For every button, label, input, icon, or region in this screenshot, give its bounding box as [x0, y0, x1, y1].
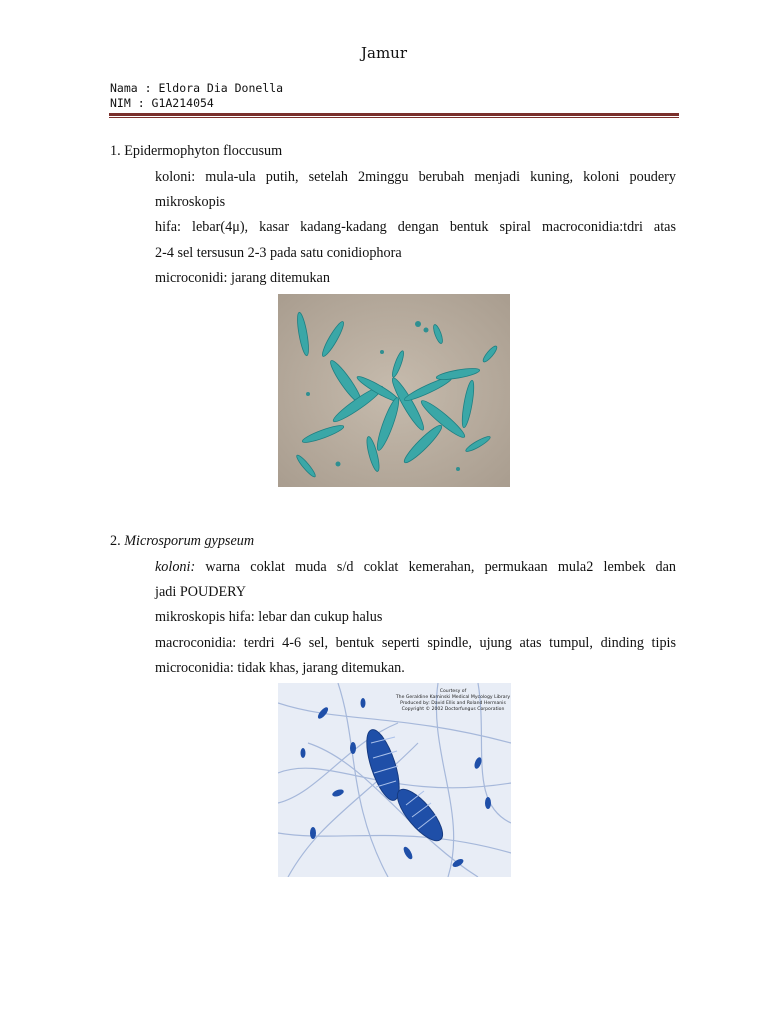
student-nim: NIM : G1A214054 — [110, 96, 214, 110]
student-name: Nama : Eldora Dia Donella — [110, 81, 284, 95]
credit-line-1: Courtesy of — [439, 689, 467, 694]
section-2-line-3: mikroskopis hifa: lebar dan cukup halus — [155, 609, 383, 625]
section-1-line-2: mikroskopis — [155, 194, 226, 210]
section-1-title: Epidermophyton floccusum — [124, 143, 283, 159]
section-1-line-4: 2-4 sel tersusun 2-3 pada satu conidiophora — [155, 245, 402, 261]
section-1-line-3: hifa: lebar(4μ), kasar kadang-kadang dengan bentuk spiral macroconidia:tdri atas — [155, 219, 676, 235]
section-2-line-4: macroconidia: terdri 4-6 sel, bentuk seperti spindle, ujung atas tumpul, dinding tipis — [155, 635, 676, 651]
header-divider-thin — [109, 117, 679, 118]
section-2-line-1 — [155, 558, 676, 576]
section-2-koloni-text: warna coklat muda s/d coklat kemerahan, permukaan mula2 lembek dan — [195, 559, 676, 575]
section-2-number: 2. — [110, 533, 121, 549]
header-divider — [109, 113, 679, 116]
section-2-heading — [110, 533, 254, 550]
credit-line-2: The Geraldine Kaminski Medical Mycology Library — [395, 695, 511, 700]
microsporum-micrograph — [278, 683, 511, 877]
section-1-number: 1. — [110, 143, 121, 159]
section-2-line-2: jadi POUDERY — [155, 584, 247, 600]
section-1-heading — [110, 143, 282, 160]
section-2-koloni-label: koloni: — [155, 559, 196, 575]
section-1-line-1: koloni: mula-ula putih, setelah 2minggu berubah menjadi kuning, koloni poudery — [155, 169, 676, 185]
section-2-title: Microsporum gypseum — [124, 533, 255, 549]
epidermophyton-micrograph — [278, 294, 510, 487]
section-1-line-5: microconidi: jarang ditemukan — [155, 270, 330, 286]
document-title: Jamur — [360, 44, 407, 62]
credit-line-3: Produced by: David Ellis and Roland Hermanis — [400, 701, 506, 706]
credit-line-4: Copyright © 2002 Doctorfungus Corporation — [401, 707, 505, 712]
section-2-line-5: microconidia: tidak khas, jarang ditemukan. — [155, 660, 405, 676]
